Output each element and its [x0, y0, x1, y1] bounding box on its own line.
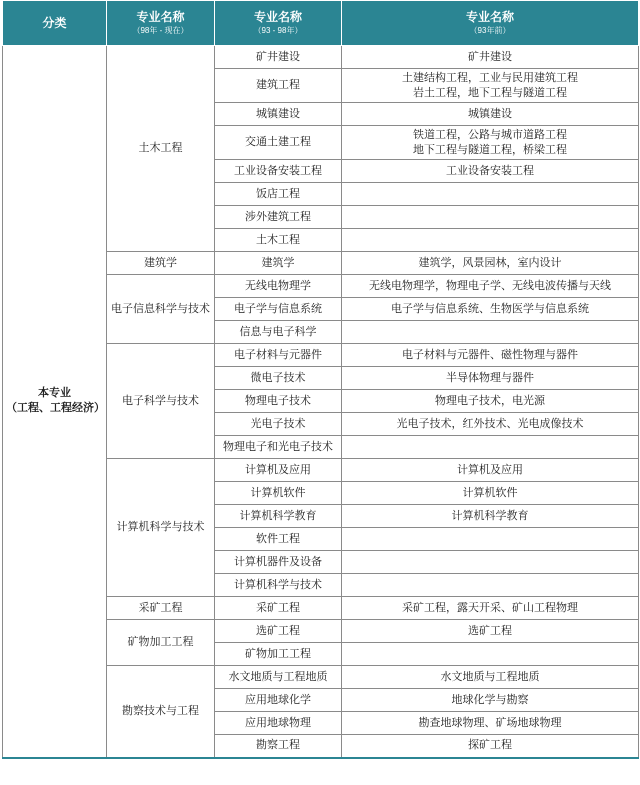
major-93-98-cell: 土木工程 — [215, 229, 342, 252]
major-93-98-cell: 水文地质与工程地质 — [215, 666, 342, 689]
major-93-98-cell: 勘察工程 — [215, 735, 342, 758]
major-pre93-cell: 铁道工程，公路与城市道路工程 地下工程与隧道工程，桥梁工程 — [342, 126, 639, 160]
major-pre93-cell: 水文地质与工程地质 — [342, 666, 639, 689]
major-pre93-cell: 探矿工程 — [342, 735, 639, 758]
major-93-98-cell: 工业设备安装工程 — [215, 160, 342, 183]
major-pre93-cell: 计算机及应用 — [342, 459, 639, 482]
header-current-name-label: 专业名称 — [136, 9, 185, 24]
major-93-98-cell: 计算机及应用 — [215, 459, 342, 482]
major-93-98-cell: 光电子技术 — [215, 413, 342, 436]
major-pre93-cell: 物理电子技术，电光源 — [342, 390, 639, 413]
major-93-98-cell: 交通土建工程 — [215, 126, 342, 160]
major-pre93-cell — [342, 574, 639, 597]
major-pre93-cell: 工业设备安装工程 — [342, 160, 639, 183]
major-pre93-cell: 采矿工程，露天开采、矿山工程物理 — [342, 597, 639, 620]
major-93-98-cell: 电子材料与元器件 — [215, 344, 342, 367]
major-93-98-cell: 计算机科学与技术 — [215, 574, 342, 597]
current-major-cell: 建筑学 — [107, 252, 215, 275]
major-93-98-cell: 采矿工程 — [215, 597, 342, 620]
major-pre93-cell: 计算机软件 — [342, 482, 639, 505]
major-93-98-cell: 微电子技术 — [215, 367, 342, 390]
major-pre93-cell — [342, 206, 639, 229]
major-pre93-cell: 电子材料与元器件、磁性物理与器件 — [342, 344, 639, 367]
major-93-98-cell: 应用地球化学 — [215, 689, 342, 712]
major-pre93-cell — [342, 321, 639, 344]
major-93-98-cell: 建筑工程 — [215, 69, 342, 103]
major-pre93-cell — [342, 183, 639, 206]
major-93-98-cell: 选矿工程 — [215, 620, 342, 643]
current-major-cell: 计算机科学与技术 — [107, 459, 215, 597]
header-current-period: （98年 - 现在） — [132, 25, 189, 35]
header-93-98-name — [215, 1, 342, 46]
major-93-98-cell: 涉外建筑工程 — [215, 206, 342, 229]
major-pre93-cell — [342, 436, 639, 459]
current-major-cell: 电子科学与技术 — [107, 344, 215, 459]
major-93-98-cell: 电子学与信息系统 — [215, 298, 342, 321]
major-pre93-cell: 土建结构工程，工业与民用建筑工程 岩土工程，地下工程与隧道工程 — [342, 69, 639, 103]
major-pre93-cell — [342, 643, 639, 666]
major-pre93-cell: 光电子技术，红外技术、光电成像技术 — [342, 413, 639, 436]
major-93-98-cell: 城镇建设 — [215, 103, 342, 126]
major-pre93-cell: 无线电物理学，物理电子学、无线电波传播与天线 — [342, 275, 639, 298]
major-93-98-cell: 矿物加工工程 — [215, 643, 342, 666]
major-93-98-cell: 物理电子技术 — [215, 390, 342, 413]
current-major-cell: 勘察技术与工程 — [107, 666, 215, 758]
major-pre93-cell: 地球化学与勘察 — [342, 689, 639, 712]
major-93-98-cell: 信息与电子科学 — [215, 321, 342, 344]
header-category-label: 分类 — [42, 15, 67, 30]
header-current-name — [107, 1, 215, 46]
major-pre93-cell: 半导体物理与器件 — [342, 367, 639, 390]
header-93-98-period: （93 - 98年） — [253, 25, 303, 35]
major-pre93-cell: 选矿工程 — [342, 620, 639, 643]
header-pre93-name — [342, 1, 639, 46]
major-93-98-cell: 计算机软件 — [215, 482, 342, 505]
major-93-98-cell: 无线电物理学 — [215, 275, 342, 298]
table-row — [3, 46, 639, 69]
major-pre93-cell: 建筑学，风景园林，室内设计 — [342, 252, 639, 275]
header-pre93-period: （93年前） — [469, 25, 511, 35]
current-major-cell: 采矿工程 — [107, 597, 215, 620]
major-pre93-cell: 城镇建设 — [342, 103, 639, 126]
major-93-98-cell: 物理电子和光电子技术 — [215, 436, 342, 459]
major-pre93-cell: 勘查地球物理、矿场地球物理 — [342, 712, 639, 735]
major-93-98-cell: 计算机器件及设备 — [215, 551, 342, 574]
major-pre93-cell: 计算机科学教育 — [342, 505, 639, 528]
table-body — [3, 46, 639, 758]
major-93-98-cell: 计算机科学教育 — [215, 505, 342, 528]
header-pre93-name-label: 专业名称 — [465, 9, 514, 24]
current-major-cell: 矿物加工工程 — [107, 620, 215, 666]
header-category — [3, 1, 107, 46]
major-93-98-cell: 软件工程 — [215, 528, 342, 551]
header-row — [3, 1, 639, 46]
category-cell: 本专业 （工程、工程经济） — [3, 46, 107, 758]
major-table — [2, 0, 639, 759]
current-major-cell: 电子信息科学与技术 — [107, 275, 215, 344]
current-major-cell: 土木工程 — [107, 46, 215, 252]
major-93-98-cell: 饭店工程 — [215, 183, 342, 206]
header-93-98-name-label: 专业名称 — [253, 9, 302, 24]
major-pre93-cell: 电子学与信息系统、生物医学与信息系统 — [342, 298, 639, 321]
major-pre93-cell — [342, 528, 639, 551]
major-93-98-cell: 应用地球物理 — [215, 712, 342, 735]
major-93-98-cell: 矿井建设 — [215, 46, 342, 69]
major-pre93-cell: 矿井建设 — [342, 46, 639, 69]
major-pre93-cell — [342, 551, 639, 574]
major-93-98-cell: 建筑学 — [215, 252, 342, 275]
major-pre93-cell — [342, 229, 639, 252]
